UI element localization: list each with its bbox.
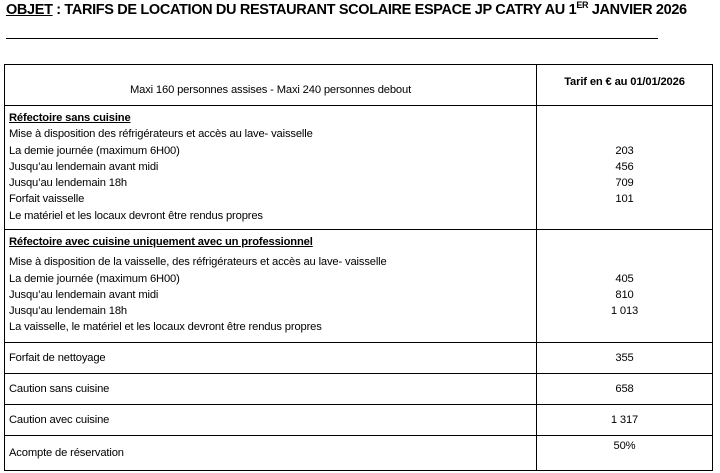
line-label: Jusqu’au lendemain 18h — [9, 305, 127, 318]
header-row — [5, 65, 713, 106]
title-rule — [6, 38, 658, 39]
row-caution-avec-cuisine — [5, 405, 713, 436]
line-value: 810 — [615, 288, 634, 301]
row-forfait-nettoyage — [5, 343, 713, 374]
tarifs-table — [4, 64, 713, 471]
line-label: La demie journée (maximum 6H00) — [9, 144, 180, 157]
line-label: Le matériel et les locaux devront être rendus propres — [9, 209, 263, 222]
section-labels — [5, 230, 537, 343]
row-label: Caution sans cuisine — [5, 374, 537, 405]
title-suffix: JANVIER 2026 — [588, 2, 687, 18]
line-value: 456 — [615, 160, 634, 173]
line-label: Mise à disposition de la vaisselle, des réfrigérateurs et accès au lave- vaisselle — [9, 256, 387, 269]
row-value: 658 — [537, 374, 713, 405]
line-label: Forfait vaisselle — [9, 193, 85, 206]
row-value: 1 317 — [537, 405, 713, 436]
row-label: Caution avec cuisine — [5, 405, 537, 436]
header-tarif-text: Tarif en € au 01/01/2026 — [564, 76, 685, 88]
line-value: 101 — [615, 193, 634, 206]
row-value: 355 — [537, 343, 713, 374]
line-label: Jusqu’au lendemain 18h — [9, 177, 127, 190]
section-values — [537, 230, 713, 343]
section-labels — [5, 106, 537, 230]
title-superscript: ER — [576, 0, 589, 10]
line-label: Mise à disposition des réfrigérateurs et accès au lave- vaisselle — [9, 128, 313, 141]
row-acompte-reservation — [5, 436, 713, 471]
line-label: La vaisselle, le matériel et les locaux devront être rendus propres — [9, 321, 322, 334]
section-title: Réfectoire sans cuisine — [9, 112, 131, 124]
row-value: 50% — [537, 436, 713, 471]
line-value: 405 — [615, 272, 634, 285]
section-row-sans-cuisine — [5, 106, 713, 230]
row-label: Forfait de nettoyage — [5, 343, 537, 374]
line-value: 1 013 — [610, 305, 639, 318]
line-value: 203 — [615, 144, 634, 157]
title-text: : TARIFS DE LOCATION DU RESTAURANT SCOLAIRE ESPACE JP CATRY AU 1 — [52, 2, 577, 18]
row-label: Acompte de réservation — [5, 436, 537, 471]
section-values — [537, 106, 713, 230]
header-capacity-text: Maxi 160 personnes assises - Maxi 240 personnes debout — [129, 84, 412, 96]
line-label: La demie journée (maximum 6H00) — [9, 272, 180, 285]
section-row-avec-cuisine — [5, 230, 713, 343]
section-title: Réfectoire avec cuisine uniquement avec un professionnel — [9, 236, 313, 248]
header-tarif — [537, 65, 713, 106]
line-label: Jusqu’au lendemain avant midi — [9, 160, 159, 173]
line-value: 709 — [615, 177, 634, 190]
header-capacity — [5, 65, 537, 106]
row-caution-sans-cuisine — [5, 374, 713, 405]
title-prefix: OBJET — [6, 2, 53, 18]
document-title — [6, 2, 687, 18]
line-label: Jusqu’au lendemain avant midi — [9, 288, 159, 301]
